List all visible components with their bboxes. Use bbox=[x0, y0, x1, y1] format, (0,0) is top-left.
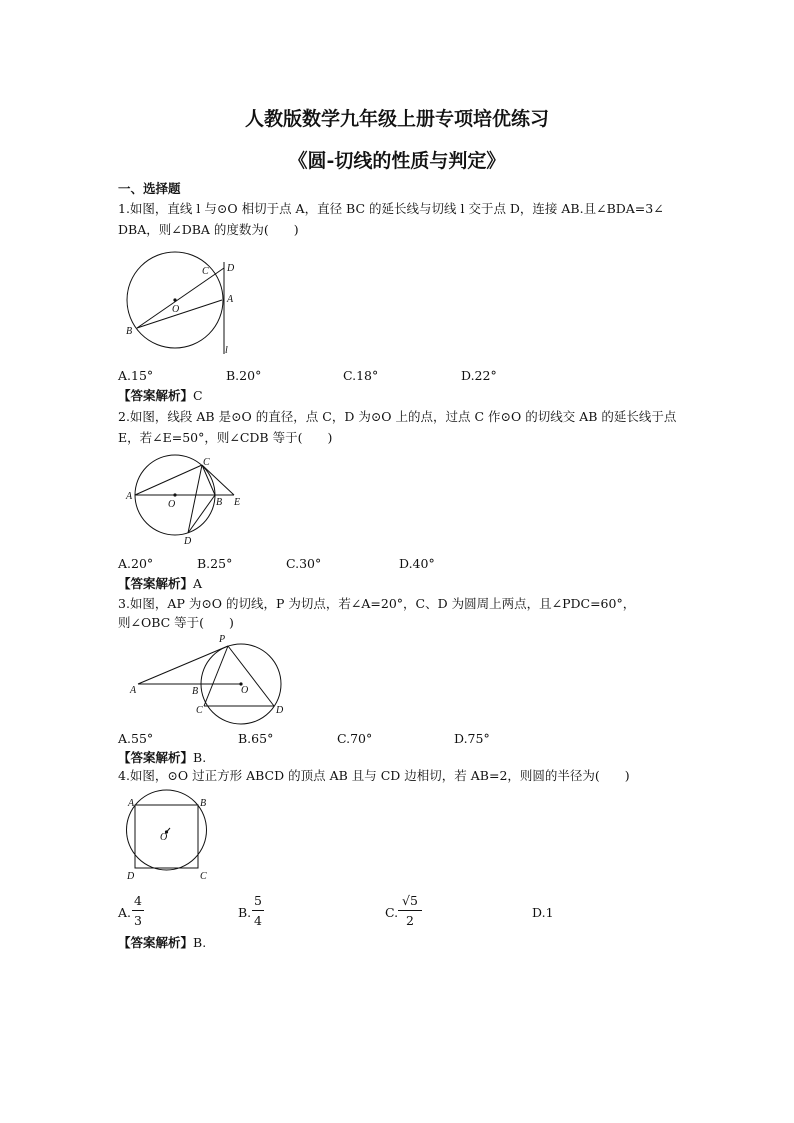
question-2-text: 2.如图，线段 AB 是⊙O 的直径，点 C，D 为⊙O 上的点，过点 C 作⊙O 的切线交 AB 的延长线于点 bbox=[118, 409, 677, 424]
q3-label-b: B bbox=[192, 686, 199, 697]
q2-label-a: A bbox=[126, 491, 133, 502]
q4-option-a-fraction bbox=[132, 893, 144, 928]
q1-label-b: B bbox=[126, 326, 133, 337]
fraction-numerator: 4 bbox=[134, 893, 142, 908]
section-heading: 一、选择题 bbox=[118, 181, 181, 196]
q3-label-p: P bbox=[219, 634, 226, 645]
q4-label-a: A bbox=[128, 798, 135, 809]
q4-option-c-prefix: C. bbox=[385, 905, 399, 920]
answer-label: 【答案解析】 bbox=[118, 388, 194, 403]
fraction-numerator: √5 bbox=[402, 893, 418, 908]
question-3-figure bbox=[128, 630, 298, 720]
answer-value: A bbox=[193, 576, 203, 591]
q2-answer bbox=[118, 576, 202, 592]
option-prefix: D. bbox=[532, 905, 546, 920]
q1-option-d: D.22° bbox=[461, 368, 497, 383]
q2-option-a: A.20° bbox=[118, 556, 154, 571]
q2-label-b: B bbox=[216, 497, 223, 508]
question-1-figure bbox=[118, 252, 248, 362]
fraction-denominator: 3 bbox=[134, 913, 142, 928]
q3-option-d: D.75° bbox=[454, 731, 490, 746]
q4-option-d bbox=[532, 905, 554, 921]
q4-option-b-prefix: B. bbox=[238, 905, 252, 920]
q1-option-a: A.15° bbox=[118, 368, 154, 383]
answer-label: 【答案解析】 bbox=[118, 935, 194, 950]
q3-option-c: C.70° bbox=[337, 731, 373, 746]
q1-label-d: D bbox=[227, 263, 235, 274]
q2-option-d: D.40° bbox=[399, 556, 435, 571]
question-3-text-cont: 则∠OBC 等于( ) bbox=[118, 615, 234, 630]
q4-option-b-fraction bbox=[252, 893, 264, 928]
question-4-figure bbox=[122, 794, 222, 884]
q3-option-b: B.65° bbox=[238, 731, 274, 746]
fraction-numerator: 5 bbox=[254, 893, 262, 908]
page-subtitle: 《圆-切线的性质与判定》 bbox=[288, 150, 506, 172]
question-3-text: 3.如图，AP 为⊙O 的切线，P 为切点，若∠A=20°，C、D 为圆周上两点，且∠PDC=60°， bbox=[118, 596, 636, 611]
answer-label: 【答案解析】 bbox=[118, 750, 194, 765]
question-2-figure bbox=[122, 455, 252, 550]
answer-value: B. bbox=[193, 750, 207, 765]
question-2-text-cont: E，若∠E=50°，则∠CDB 等于( ) bbox=[118, 430, 333, 445]
q4-option-a-prefix: A. bbox=[118, 905, 132, 920]
q2-label-c: C bbox=[203, 457, 210, 468]
q4-label-o: O bbox=[160, 832, 168, 843]
fraction-denominator: 4 bbox=[254, 913, 262, 928]
answer-label: 【答案解析】 bbox=[118, 576, 194, 591]
q2-label-o: O bbox=[168, 499, 176, 510]
q1-label-o: O bbox=[172, 304, 180, 315]
q3-answer bbox=[118, 750, 206, 766]
q3-option-a: A.55° bbox=[118, 731, 154, 746]
q3-label-o: O bbox=[241, 685, 249, 696]
q1-option-c: C.18° bbox=[343, 368, 379, 383]
answer-value: B. bbox=[193, 935, 207, 950]
question-4-text: 4.如图，⊙O 过正方形 ABCD 的顶点 AB 且与 CD 边相切，若 AB=2，则圆的半径为( ) bbox=[118, 768, 630, 783]
q3-label-a: A bbox=[130, 685, 137, 696]
q4-label-c: C bbox=[200, 871, 207, 882]
fraction-denominator: 2 bbox=[406, 913, 414, 928]
q1-answer bbox=[118, 388, 203, 404]
q2-label-e: E bbox=[234, 497, 241, 508]
q2-label-d: D bbox=[184, 536, 192, 547]
question-1-text: 1.如图，直线 l 与⊙O 相切于点 A，直径 BC 的延长线与切线 l 交于点 D，连接 AB.且∠BDA=3∠ bbox=[118, 201, 664, 216]
q3-label-c: C bbox=[196, 705, 203, 716]
option-value: 1 bbox=[545, 905, 554, 920]
q2-option-c: C.30° bbox=[286, 556, 322, 571]
question-1-text-cont: DBA，则∠DBA 的度数为( ) bbox=[118, 222, 299, 237]
q2-option-b: B.25° bbox=[197, 556, 233, 571]
q1-label-c: C bbox=[202, 266, 209, 277]
q3-label-d: D bbox=[276, 705, 284, 716]
q1-label-l: l bbox=[225, 345, 228, 356]
q4-answer bbox=[118, 935, 206, 951]
q1-label-a: A bbox=[227, 294, 234, 305]
page-title: 人教版数学九年级上册专项培优练习 bbox=[244, 108, 549, 130]
q4-label-b: B bbox=[200, 798, 207, 809]
q4-label-d: D bbox=[127, 871, 135, 882]
answer-value: C bbox=[193, 388, 203, 403]
q4-option-c-fraction bbox=[398, 893, 422, 928]
q1-option-b: B.20° bbox=[226, 368, 262, 383]
